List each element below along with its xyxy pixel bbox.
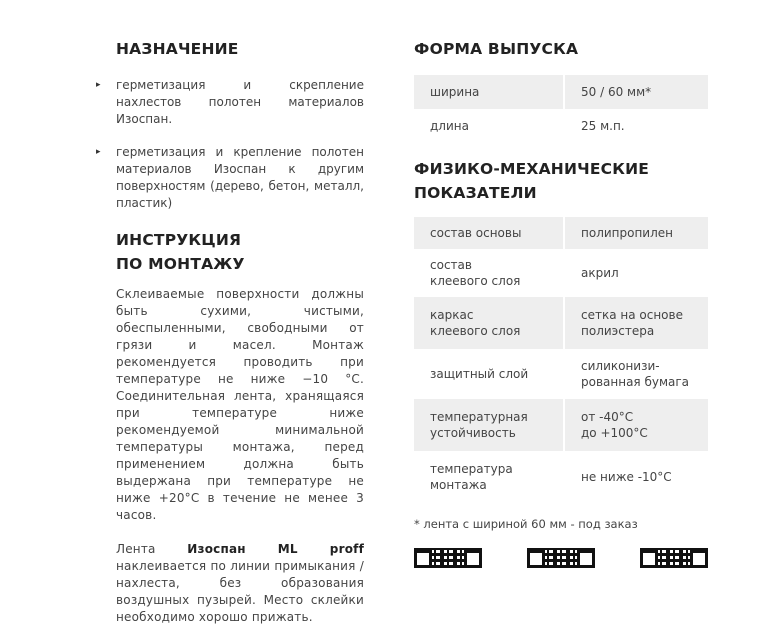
physical-title-line2: ПОКАЗАТЕЛИ xyxy=(414,184,537,202)
installation-title-line2: ПО МОНТАЖУ xyxy=(116,255,245,273)
cell-value xyxy=(564,297,708,349)
qr-code-icon xyxy=(527,548,595,568)
installation-paragraph-2 xyxy=(116,541,364,626)
product-name: Изоспан ML proff xyxy=(187,542,364,556)
paragraph2-suffix: наклеивается по линии примыкания / нахлеста, без образования воздушных пузырей. Место склейки необходимо хорошо прижать. xyxy=(116,559,364,624)
cell-label xyxy=(414,249,564,297)
cell-value xyxy=(564,349,708,399)
purpose-item: ▸ герметизация и крепление полотен материалов Изоспан к другим поверхностям (дерево, бетон, металл, пластик) xyxy=(116,144,364,212)
table-row xyxy=(414,75,708,109)
cell-value xyxy=(564,451,708,503)
value-line: силиконизи- xyxy=(581,359,660,373)
table-row xyxy=(414,399,708,451)
cell-label xyxy=(414,217,564,249)
qr-code-row xyxy=(414,548,708,568)
cell-value xyxy=(564,217,708,249)
cell-label xyxy=(414,297,564,349)
table-row xyxy=(414,249,708,297)
table-row xyxy=(414,451,708,503)
cell-value: 50 / 60 мм* xyxy=(564,75,708,109)
label-line: состав xyxy=(430,258,472,272)
physical-table xyxy=(414,217,708,503)
qr-code-icon xyxy=(414,548,482,568)
label-line: устойчивость xyxy=(430,426,516,440)
table-row xyxy=(414,217,708,249)
paragraph2-prefix: Лента xyxy=(116,542,188,556)
cell-label xyxy=(414,451,564,503)
installation-paragraph-1: Склеиваемые поверхности должны быть сухими, чистыми, обеспыленными, свободными от грязи и масел. Монтаж рекомендуется проводить при температуре не ниже −10 °С. Соединительная лента, хранящаяся при температуре ниже рекомендуемой минимальной температуры монтажа, перед применением должна быть выдержана при температуре не ниже +20°С в течение не менее 3 часов. xyxy=(116,287,364,522)
value-line: до +100°С xyxy=(581,426,648,440)
installation-title-line1: ИНСТРУКЦИЯ xyxy=(116,231,242,249)
purpose-title: НАЗНАЧЕНИЕ xyxy=(116,40,239,58)
footnote: * лента с шириной 60 мм - под заказ xyxy=(414,517,638,531)
cell-label xyxy=(414,399,564,451)
table-row xyxy=(414,109,708,143)
cell-value xyxy=(564,399,708,451)
purpose-list xyxy=(116,77,364,212)
value-line: рованная бумага xyxy=(581,375,690,389)
physical-title xyxy=(414,157,708,205)
value-line: от -40°С xyxy=(581,410,634,424)
purpose-item: ▸ герметизация и скрепление нахлестов полотен материалов Изоспан. xyxy=(116,77,364,128)
value-line: полиэстера xyxy=(581,324,655,338)
label-line: каркас xyxy=(430,308,474,322)
cell-value: 25 м.п. xyxy=(581,119,625,133)
right-column xyxy=(414,37,708,531)
release-form-table xyxy=(414,75,708,143)
cell-label: ширина xyxy=(414,75,564,109)
value-line: сетка на основе xyxy=(581,308,683,322)
cell-label: длина xyxy=(414,109,564,143)
label-line: клеевого слоя xyxy=(430,324,521,338)
cell-label xyxy=(414,349,564,399)
table-row xyxy=(414,349,708,399)
physical-title-line1: ФИЗИКО-МЕХАНИЧЕСКИЕ xyxy=(414,160,650,178)
label-line: защитный слой xyxy=(430,367,529,381)
qr-code-icon xyxy=(640,548,708,568)
cell-value xyxy=(564,249,708,297)
installation-title xyxy=(116,228,364,276)
value-line: акрил xyxy=(581,266,619,280)
label-line: температурная xyxy=(430,410,528,424)
value-line: полипропилен xyxy=(581,226,674,240)
table-row xyxy=(414,297,708,349)
label-line: температура xyxy=(430,462,513,476)
left-column xyxy=(116,37,364,626)
label-line: состав основы xyxy=(430,226,522,240)
label-line: клеевого слоя xyxy=(430,274,521,288)
value-line: не ниже -10°С xyxy=(581,470,672,484)
label-line: монтажа xyxy=(430,478,487,492)
release-form-title: ФОРМА ВЫПУСКА xyxy=(414,40,579,58)
